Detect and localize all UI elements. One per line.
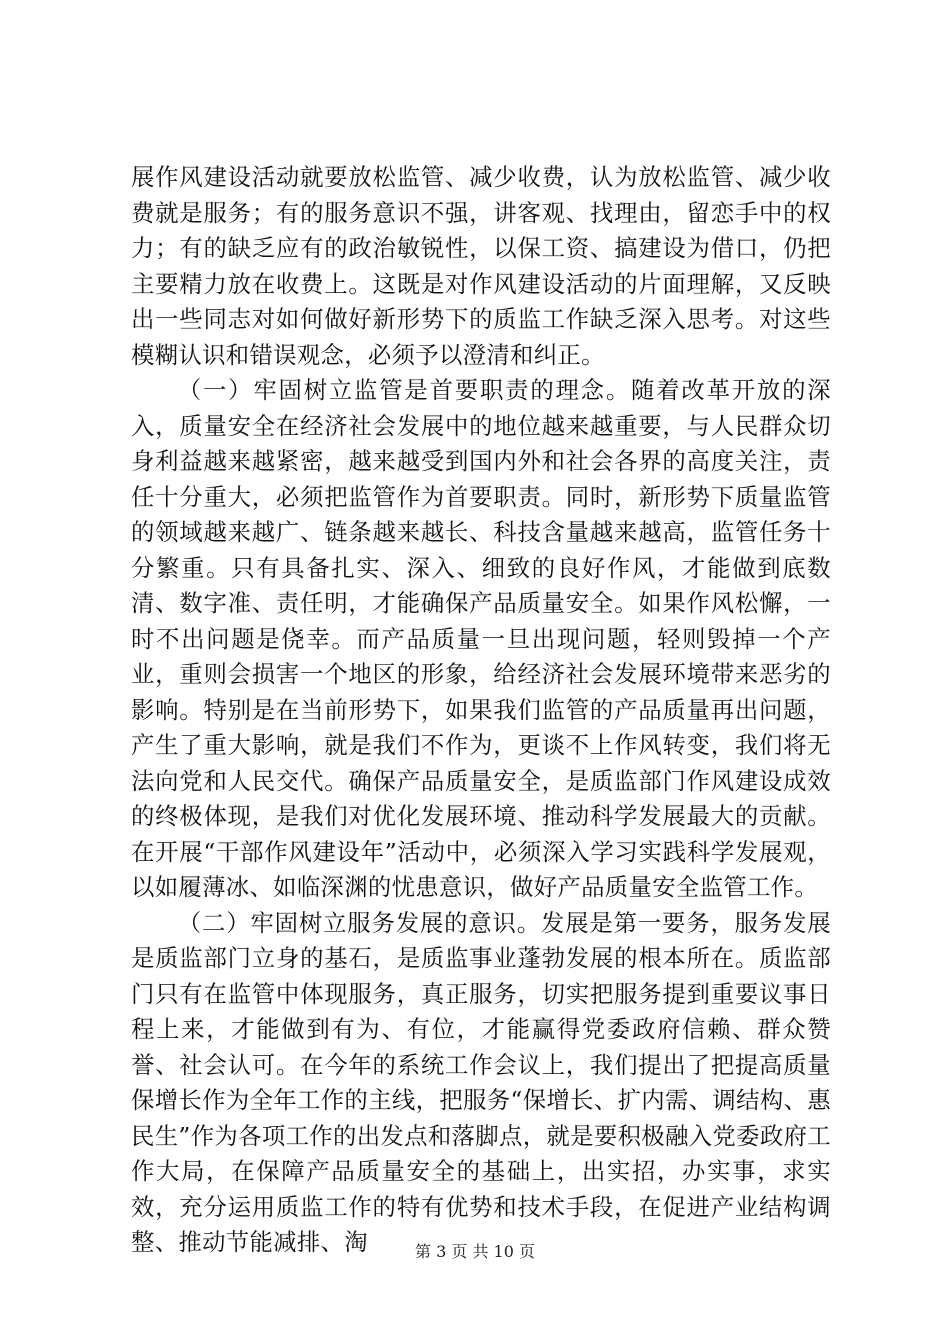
paragraph-continued: 展作风建设活动就要放松监管、减少收费，认为放松监管、减少收费就是服务；有的服务意识不强，讲客观、找理由，留恋手中的权力；有的缺乏应有的政治敏锐性，以保工资、搞建设为借口，仍把主要精力放在收费上。这既是对作风建设活动的片面理解，又反映出一些同志对如何做好新形势下的质监工作缺乏深入思考。对这些模糊认识和错误观念，必须予以澄清和纠正。	[131, 163, 831, 369]
page-footer: 第 3 页 共 10 页	[415, 1242, 535, 1261]
paragraph-section-1: （一）牢固树立监管是首要职责的理念。随着改革开放的深入，质量安全在经济社会发展中的地位越来越重要，与人民群众切身利益越来越紧密，越来越受到国内外和社会各界的高度关注，责任十分重大，必须把监管作为首要职责。同时，新形势下质量监管的领域越来越广、链条越来越长、科技含量越来越高，监管任务十分繁重。只有具备扎实、深入、细致的良好作风，才能做到底数清、数字准、责任明，才能确保产品质量安全。如果作风松懈，一时不出问题是侥幸。而产品质量一旦出现问题，轻则毁掉一个产业，重则会损害一个地区的形象，给经济社会发展环境带来恶劣的影响。特别是在当前形势下，如果我们监管的产品质量再出问题，产生了重大影响，就是我们不作为，更谈不上作风转变，我们将无法向党和人民交代。确保产品质量安全，是质监部门作风建设成效的终极体现，是我们对优化发展环境、推动科学发展最大的贡献。在开展“干部作风建设年”活动中，必须深入学习实践科学发展观，以如履薄冰、如临深渊的忧患意识，做好产品质量安全监管工作。	[131, 376, 831, 901]
document-body	[131, 160, 831, 1261]
paragraph-section-2: （二）牢固树立服务发展的意识。发展是第一要务，服务发展是质监部门立身的基石，是质监事业蓬勃发展的根本所在。质监部门只有在监管中体现服务，真正服务，切实把服务提到重要议事日程上来，才能做到有为、有位，才能赢得党委政府信赖、群众赞誉、社会认可。在今年的系统工作会议上，我们提出了把提高质量保增长作为全年工作的主线，把服务“保增长、扩内需、调结构、惠民生”作为各项工作的出发点和落脚点，就是要积极融入党委政府工作大局，在保障产品质量安全的基础上，出实招，办实事，求实效，充分运用质监工作的特有优势和技术手段，在促进产业结构调整、推动节能减排、淘	[131, 908, 831, 1256]
